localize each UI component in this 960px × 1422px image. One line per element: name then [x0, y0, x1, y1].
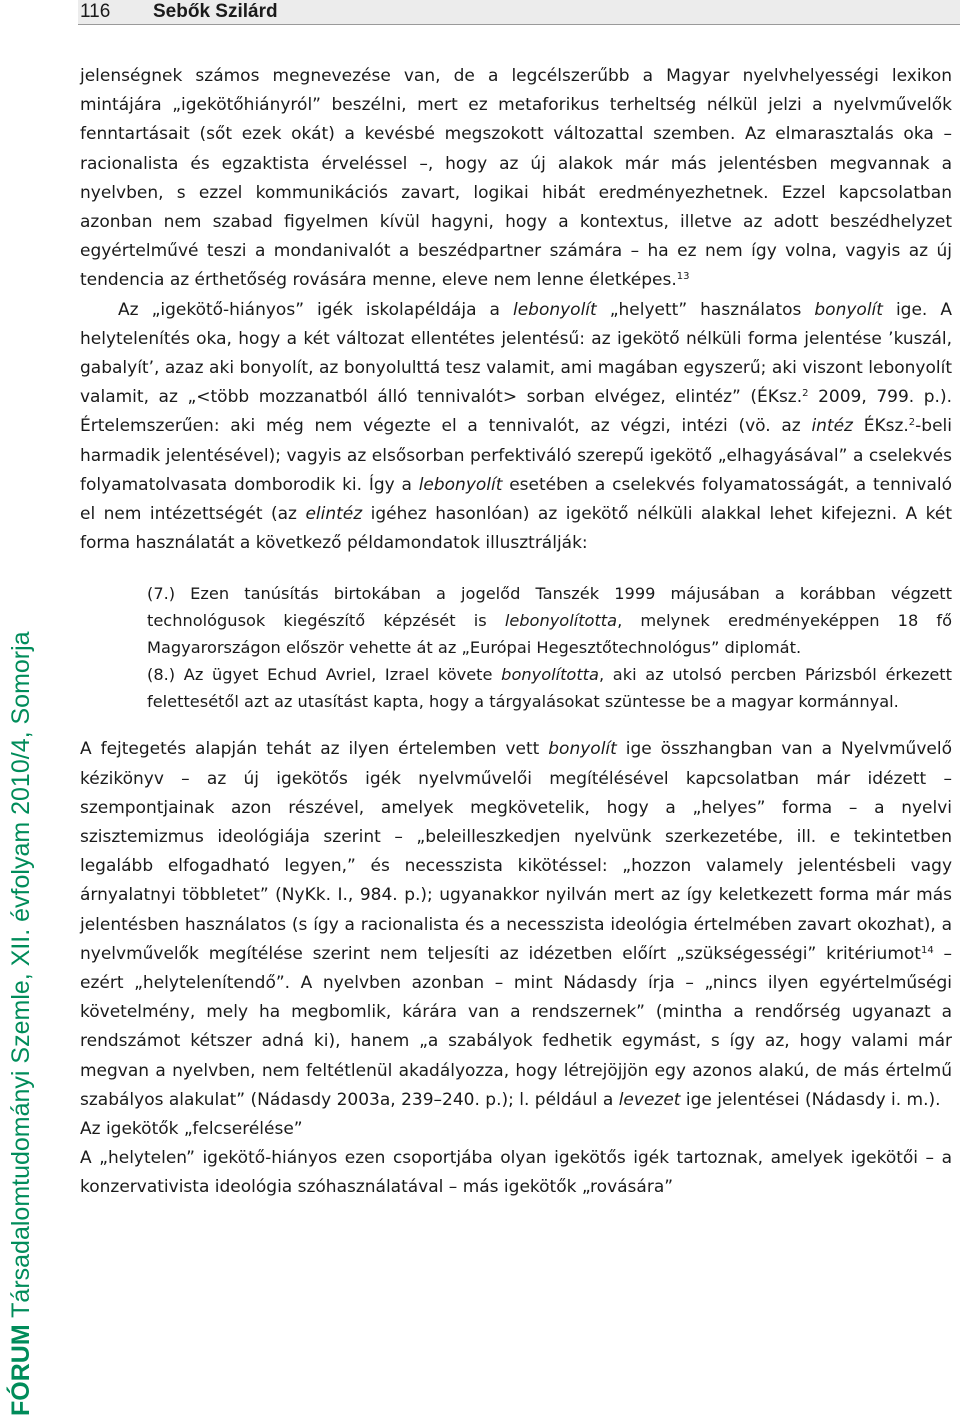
text-run: A fejtegetés alapján tehát az ilyen értelemben vett	[80, 739, 549, 760]
italic-term: lebonyolít	[512, 299, 597, 320]
article-body	[80, 62, 952, 1203]
running-header-author: Sebők Szilárd	[153, 1, 278, 22]
example-sentences	[147, 580, 952, 715]
italic-term: elintéz	[305, 504, 363, 525]
footnote-ref: 2	[802, 388, 809, 400]
text-run: ige összhangban van a Nyelvművelő kézikönyv – az új igekötős igék nyelvművelői megítélésével kapcsolatban már idézett – szempontjainak azon részével, amelyek megkövetelik, hogy a „helyes” forma – a nyelvi szisztemizmus ideológiája szerint – „beleilleszkedjen nyelvünk szerkezetébe, ill. e tekintetben legalább elfogadható legyen,” és necesszista kikötéssel: „hozzon valamely jelentésbeli vagy árnyalatnyi többletet” (NyKk. I., 984. p.); ugyanakkor nyilván mert az így keletkezett forma már más jelentésben használatos (s így a racionalista és a necesszista ideológia értelmében zavart okozhat), a nyelvművelők megítélése szerint nem teljesíti az idézetben előírt „szükségességi” kritériumot	[80, 739, 952, 964]
example-8	[147, 661, 952, 715]
section-subheading: Az igekötők „felcserélése”	[80, 1119, 303, 1140]
italic-term: lebonyolította	[504, 611, 618, 631]
italic-term: levezet	[618, 1089, 681, 1110]
running-header	[78, 0, 960, 25]
italic-term: bonyolít	[548, 739, 617, 760]
paragraph-3	[80, 735, 952, 1115]
journal-info: Társadalomtudományi Szemle, XII. évfolyam 2010/4, Somorja	[7, 631, 35, 1325]
journal-sidebar	[4, 631, 38, 1416]
text-run: -beli harmadik jelentésével); vagyis az elsősorban perfektiváló szerepű igekötő „elhagyásával” a cselekvés folyamatolvasata domborodik ki. Így a	[80, 416, 952, 495]
text-run: ÉKsz.	[852, 416, 909, 437]
footnote-ref: 2	[908, 417, 916, 429]
text-run: (8.) Az ügyet Echud Avriel, Izrael követe	[147, 665, 502, 685]
text-run: ige jelentései (Nádasdy i. m.).	[680, 1089, 941, 1110]
text-run: igéhez hasonlóan) az igekötő nélküli alakkal lehet kifejezni. A két forma használatát a következő példamondatok illusztrálják:	[80, 504, 952, 554]
text-run: „helyett” használatos	[596, 299, 815, 320]
paragraph-1	[80, 62, 952, 296]
italic-term: bonyolította	[501, 665, 599, 685]
text-run: jelenségnek számos megnevezése van, de a legcélszerűbb a Magyar nyelvhelyességi lexikon mintájára „igekötőhiányról” beszélni, mert ez metaforikus terheltség nélkül jelzi a nyelvművelők fenntartásait (sőt ezek okát) a kevésbé megszokott változattal szemben. Az elmarasztalás oka – racionalista és egzaktista érveléssel –, hogy az új alakok már más jelentésben megvannak a nyelvben, s ezzel kommunikációs zavart, logikai hibát eredményezhetnek. Ezzel kapcsolatban azonban nem szabad figyelmen kívül hagyni, hogy a kontextus, illetve az adott beszédhelyzet egyértelművé teszi a mondanivalót a beszédpartner számára – ha ez nem így volna, vagyis az új tendencia az érthetőség rovására menne, eleve nem lenne életképes.	[80, 66, 952, 291]
text-run: – ezért „helytelenítendő”. A nyelvben azonban – mint Nádasdy írja – „nincs ilyen egyértelműségi követelmény, mely ha megbomlik, kárára van a rendszernek” (mintha a rendőrség ugyanazt a rendszámot kétszer adná ki), hanem „a szabályok fedhetik egymást, s így az, hogy valami már megvan a nyelvben, nem feltétlenül akadályozza, hogy létrejöjjön egy azonos alakú, de más értelmű szabályos alakulat” (Nádasdy 2003a, 239–240. p.); l. például a	[80, 943, 952, 1110]
text-run: ige. A helytelenítés oka, hogy a két változat ellentétes jelentésű: az igekötő nélküli forma jelentése ’kuszál, gabalyít’, azaz aki bonyolít, az bonyolulttá tesz valamit, ami magában egyszerű; aki viszont lebonyolít valamit, az „<több mozzanatból álló tennivalót> sorban elvégez, elintéz” (ÉKsz.	[80, 299, 952, 408]
journal-brand: FÓRUM	[7, 1324, 35, 1416]
text-run: , melynek eredményeképpen 18 fő Magyarországon először vehette át az „Európai Hegesztőtechnológus” diplomát.	[147, 611, 953, 658]
text-run: 2009, 799. p.). Értelemszerűen: aki még nem végezte el a tennivalót, az végzi, intézi (vö. az	[80, 387, 952, 437]
text-run: Az „igekötő-hiányos” igék iskolapéldája a	[118, 299, 513, 320]
italic-term: intéz	[811, 416, 853, 437]
text-run: esetében a cselekvés folyamatosságát, a tennivaló el nem intézettségét (az	[80, 474, 952, 525]
page-number: 116	[80, 1, 111, 22]
text-run: A „helytelen” igekötő-hiányos ezen csoportjába olyan igekötős igék tartoznak, amelyek igekötői – a konzervativista ideológia szóhasználatával – más igekötők „rovására”	[80, 1148, 952, 1198]
footnote-ref: 14	[920, 944, 934, 956]
footnote-ref: 13	[676, 271, 690, 283]
paragraph-4	[80, 1144, 952, 1202]
italic-term: lebonyolít	[418, 474, 503, 495]
text-run: , aki az utolsó percben Párizsból érkezett felettesétől azt az utasítást kapta, hogy a tárgyalásokat szüntesse be a magyar kormánnyal.	[147, 665, 952, 712]
example-7	[147, 580, 952, 661]
italic-term: bonyolít	[814, 299, 883, 320]
text-run: (7.) Ezen tanúsítás birtokában a jogelőd Tanszék 1999 májusában a korábban végzett technológusok kiegészítő képzését is	[147, 584, 952, 631]
paragraph-2	[80, 296, 952, 559]
